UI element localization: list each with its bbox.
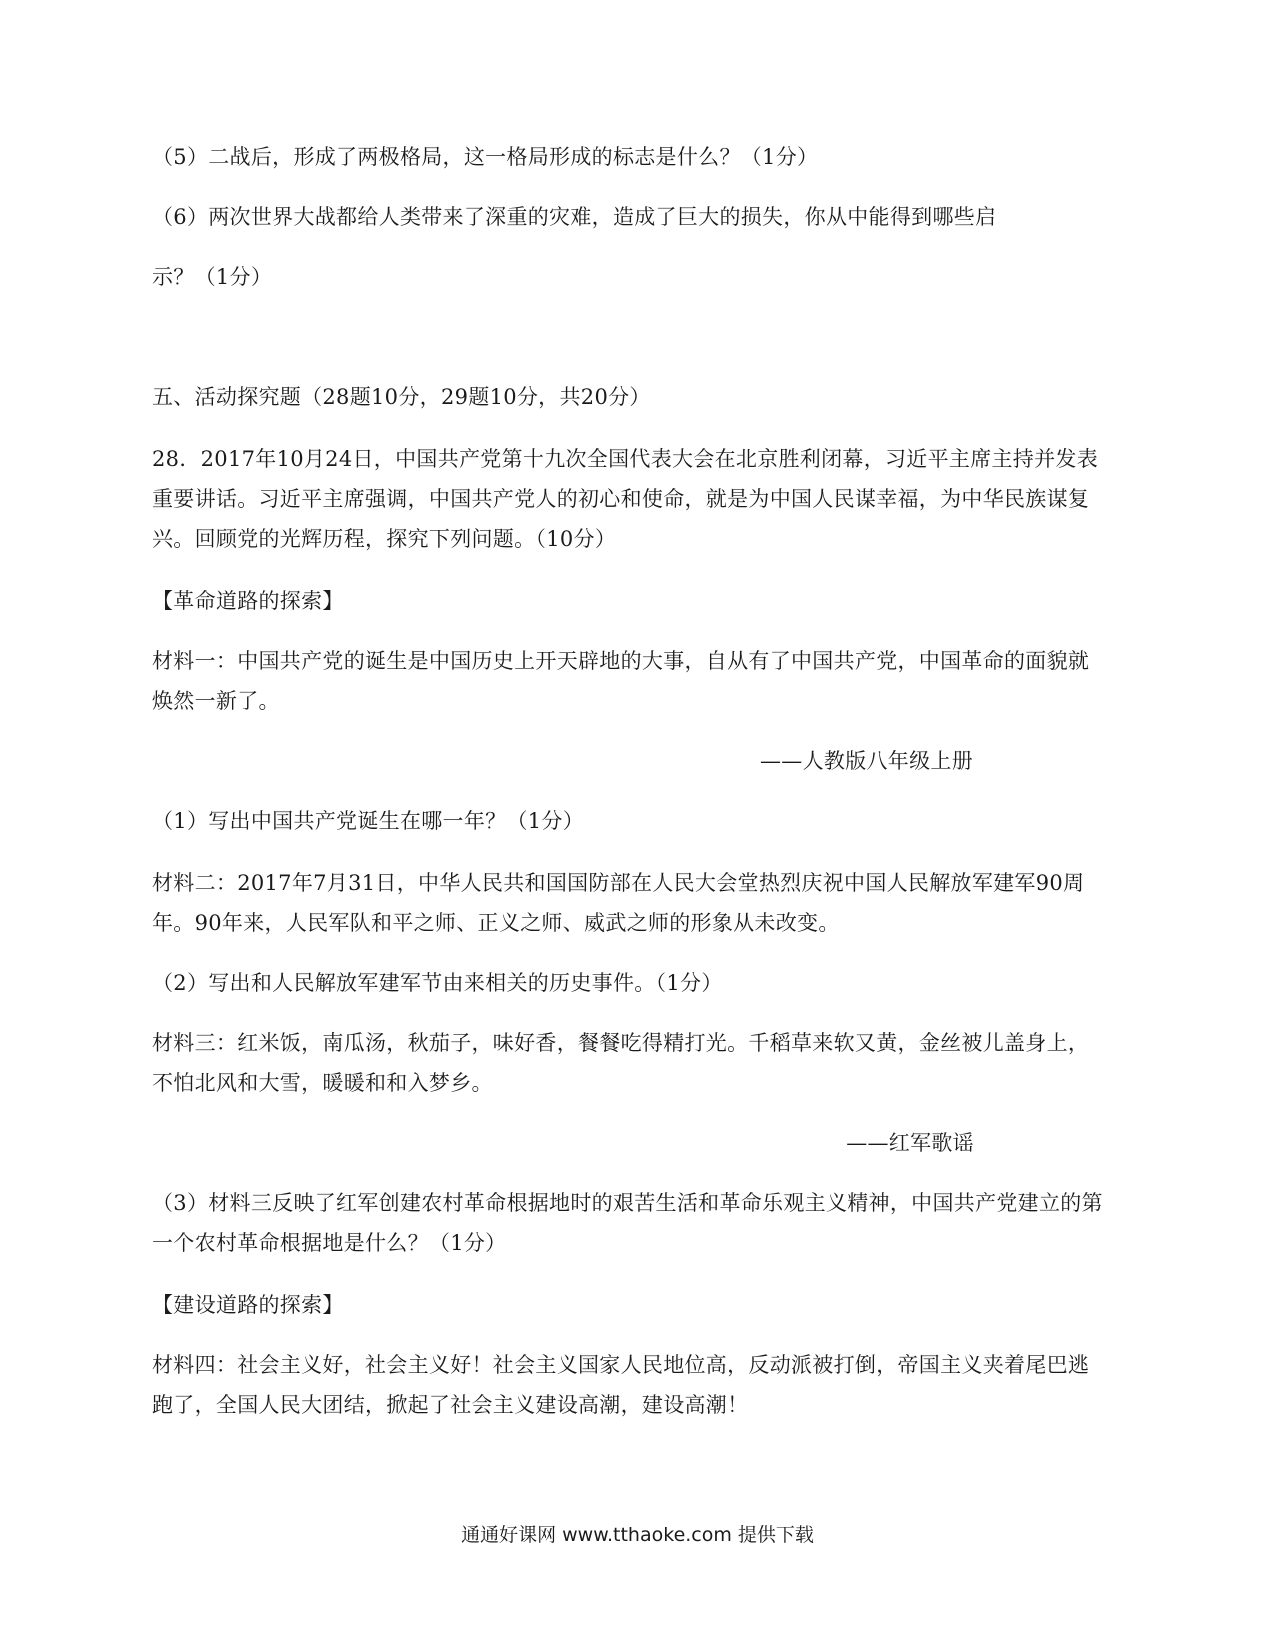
question-6-line-1: （6）两次世界大战都给人类带来了深重的灾难，造成了巨大的损失，你从中能得到哪些启 xyxy=(152,205,997,229)
material-4-line-1: 材料四：社会主义好，社会主义好！社会主义国家人民地位高，反动派被打倒，帝国主义夹着尾巴逃 xyxy=(152,1353,1090,1377)
sub-question-3-line-2: 一个农村革命根据地是什么？（1分） xyxy=(152,1231,507,1255)
material-2-line-1: 材料二：2017年7月31日，中华人民共和国国防部在人民大会堂热烈庆祝中国人民解放军建军90周 xyxy=(152,871,1085,895)
sub-question-2: （2）写出和人民解放军建军节由来相关的历史事件。（1分） xyxy=(152,971,723,995)
material-1-source: ——人教版八年级上册 xyxy=(760,749,973,773)
material-2-line-2: 年。90年来，人民军队和平之师、正义之师、威武之师的形象从未改变。 xyxy=(152,911,840,935)
question-28-line-1: 28．2017年10月24日，中国共产党第十九次全国代表大会在北京胜利闭幕，习近平主席主持并发表 xyxy=(152,447,1099,471)
question-28-line-2: 重要讲话。习近平主席强调，中国共产党人的初心和使命，就是为中国人民谋幸福，为中华民族谋复 xyxy=(152,487,1090,511)
section-heading: 五、活动探究题（28题10分，29题10分，共20分） xyxy=(152,385,651,409)
material-1-line-1: 材料一：中国共产党的诞生是中国历史上开天辟地的大事，自从有了中国共产党，中国革命的面貌就 xyxy=(152,649,1090,673)
material-3-line-1: 材料三：红米饭，南瓜汤，秋茄子，味好香，餐餐吃得精打光。千稻草来软又黄，金丝被儿盖身上， xyxy=(152,1031,1090,1055)
question-28-line-3: 兴。回顾党的光辉历程，探究下列问题。（10分） xyxy=(152,527,617,551)
subheading-revolution: 【革命道路的探索】 xyxy=(152,589,344,613)
sub-question-1: （1）写出中国共产党诞生在哪一年？（1分） xyxy=(152,809,585,833)
material-3-source: ——红军歌谣 xyxy=(846,1131,974,1155)
material-1-line-2: 焕然一新了。 xyxy=(152,689,280,713)
question-5: （5）二战后，形成了两极格局，这一格局形成的标志是什么？（1分） xyxy=(152,145,819,169)
subheading-construction: 【建设道路的探索】 xyxy=(152,1293,344,1317)
footer-download-note: 通通好课网 www.tthaoke.com 提供下载 xyxy=(461,1524,814,1546)
material-3-line-2: 不怕北风和大雪，暖暖和和入梦乡。 xyxy=(152,1071,493,1095)
question-6-line-2: 示？（1分） xyxy=(152,265,273,289)
sub-question-3-line-1: （3）材料三反映了红军创建农村革命根据地时的艰苦生活和革命乐观主义精神，中国共产党建立的第 xyxy=(152,1191,1103,1215)
material-4-line-2: 跑了，全国人民大团结，掀起了社会主义建设高潮，建设高潮！ xyxy=(152,1393,749,1417)
